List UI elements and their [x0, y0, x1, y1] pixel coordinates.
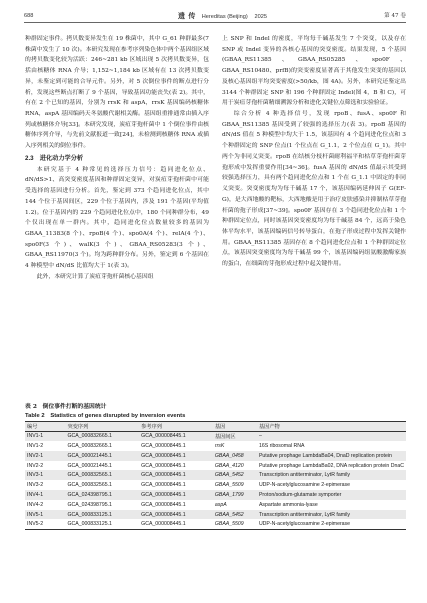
- journal-logo: 遗 传: [178, 11, 196, 20]
- table-title-en: Table 2 Statistics of genes disrupted by inversion events: [25, 413, 186, 419]
- table-row: [25, 480, 406, 490]
- table-title-cn: 表 2 倒位事件打断的基因统计: [25, 404, 107, 410]
- table-cell: INV4-2: [27, 501, 44, 508]
- table-row: [25, 519, 406, 529]
- journal-year: 2025: [254, 14, 267, 20]
- journal-header: [178, 11, 267, 22]
- table-cell: GCA_000021445.1: [66, 451, 140, 461]
- table-cell: GCA_000008445.1: [139, 451, 213, 461]
- table-cell: GCA_000008445.1: [141, 482, 186, 489]
- body-paragraph: 综合分析 4 种选择信号，发现 rpoB、fusA、spo0F 和 GBAA_RS11385 基因受到了较强的选择压力(表 3)。rpoB 基因的 dN/dS 值在 5 种模型中均大于 1.5，该基因有 4 个趋同进化位点和 3 个种群固定的 SNP 位点(1 个位点在 G_1.1，2 个位点在 G_1)。其中两个为非同义突变。rpoB 在结核分枝杆菌耐利福平和枯草芽孢杆菌芽孢形成中发挥重要作用[34~36]。fusA 基因的 dN/dS 值最示其受到较强选择压力，具有两个趋同进化位点和 1 个在 G_1.1 中固定的非同义突变。突变密度均为每千碱基 17 个，该基因编码延伸因子 G(EF-G)，是大西地酸的靶标，大西地酸是用于治疗皮肤感染并抑制枯草芽孢杆菌的孢子形成[37~39]。spo0F 基因存在 3 个趋同进化位点和 1 个种群固定位点，同时该基因突变密度均为每千碱基 84 个，远高于染色体平均水平，该基因编码信号转导蛋白，在孢子形成过程中发挥关键作用。GBAA_RS11385 基因存在 8 个趋同进化位点和 1 个种群固定位点，该基因突变密度均为每千碱基 99 个，该基因编码组氨酸激酶家族的蛋白，在细菌的芽孢形成过程中起关键作用。: [222, 111, 406, 268]
- table-cell: GBAA_5509: [213, 519, 257, 529]
- header-rule: [24, 22, 406, 23]
- table-cell: GCA_000008445.1: [139, 519, 213, 529]
- table-cell: 16S ribosomal RNA: [258, 442, 305, 449]
- table-cell: INV2-1: [25, 451, 66, 461]
- inversion-genes-table: [25, 421, 406, 530]
- table-row: [25, 461, 406, 471]
- table-row: [25, 470, 406, 480]
- table-row: [25, 431, 406, 441]
- table-cell: GCA_000008445.1: [139, 431, 213, 441]
- table-cell: Putative prophage LambdaBa04, DnaD replication protein: [257, 451, 406, 461]
- table-cell: GCA_000832665.1: [67, 442, 112, 449]
- left-column: [25, 34, 209, 283]
- table-cell: Proton/sodium-glutamate symporter: [257, 490, 406, 500]
- table-cell: GCA_000832665.1: [66, 431, 140, 441]
- column-header: 突变序列: [66, 422, 140, 432]
- volume-label: 第 47 卷: [384, 13, 406, 19]
- table-cell: INV5-1: [25, 510, 66, 520]
- table-cell: INV2-2: [27, 462, 44, 469]
- table-cell: GBAA_5452: [213, 470, 257, 480]
- column-header: 编号: [25, 422, 66, 432]
- table-cell: INV4-1: [25, 490, 66, 500]
- table-cell: GCA_000008445.1: [139, 510, 213, 520]
- table-cell: INV5-2: [25, 519, 66, 529]
- table-cell: aspA: [214, 501, 227, 508]
- table-cell: GCA_000008445.1: [139, 490, 213, 500]
- table-cell: INV1-1: [25, 431, 66, 441]
- table-cell: GCA_000008445.1: [141, 501, 186, 508]
- table-cell: GCA_000021445.1: [67, 462, 112, 469]
- table-cell: INV3-2: [27, 482, 44, 489]
- table-row: [25, 451, 406, 461]
- page-header: [24, 11, 406, 21]
- table-cell: Putative prophage LambdaBa02, DNA replication protein DnaC: [258, 462, 404, 469]
- table-cell: INV1-2: [27, 442, 44, 449]
- column-header: 基因: [213, 422, 257, 432]
- table-header-row: [25, 422, 406, 432]
- table-row: [25, 441, 406, 451]
- table-cell: Transcription antiterminator, LytR family: [257, 510, 406, 520]
- body-paragraph: 种群固定事件。拷贝数变异发生在 19 株菌中，其中 G_61 种群最多(7 株菌中发生了 10 次)。本研究发现在参考序列染色体中两个基因组区域的拷贝数变化较为活跃：246~281 kb 区域出现 5 次拷贝数变异，包括由核糖体 RNA 介导；1,152~1,184 kb 区域有在 13 次拷贝数变异，未鉴定到可能的合导元件。另外，对 5 次倒位事件的断点进行分析，发现这些断点打断了 9 个基因，导致基因功能丧失(表 2)。其中，有在 2 个已知的基因，分别为 rrsK 和 aspA，rrsK 基因编码核糖体 RNA，aspA 基因编码天冬氨酸代谢相关酶。基因组重排通常由插入序列或核糖体介导[33]。本研究发现，炭疽芽孢杆菌中 1 个倒位事件由核糖体序列介导，与先前文献报道一致[24]，未检测到核糖体 RNA 或插入序列相关的倒位事件。: [25, 36, 209, 150]
- table-cell: GBAA_5452: [213, 510, 257, 520]
- table-cell: –: [257, 431, 406, 441]
- right-column: [222, 34, 406, 270]
- table-cell: GCA_000832565.1: [66, 470, 140, 480]
- table-cell: GBAA_4120: [214, 462, 244, 469]
- table-cell: GBAA_1799: [213, 490, 257, 500]
- table-cell: GBAA_0458: [213, 451, 257, 461]
- table-cell: Transcription antiterminator, LytR family: [257, 470, 406, 480]
- table-cell: GCA_024398795.1: [67, 501, 112, 508]
- table-row: [25, 490, 406, 500]
- table-cell: GCA_000833125.1: [66, 510, 140, 520]
- table-cell: GCA_000008445.1: [139, 470, 213, 480]
- table-cell: GBAA_5509: [214, 482, 244, 489]
- column-header: 基因产物: [257, 422, 406, 432]
- table-row: [25, 510, 406, 520]
- body-paragraph: 此外，本研究计算了炭疽芽孢杆菌核心基因组: [36, 273, 154, 280]
- table-cell: GCA_000008445.1: [141, 442, 186, 449]
- section-heading: 2.3 进化动力学分析: [25, 154, 84, 162]
- table-cell: UDP-N-acetylglucosamine 2-epimerase: [258, 482, 351, 489]
- journal-name: Hereditas (Beijing): [201, 14, 248, 20]
- table-cell: Aspartate ammonia-lyase: [258, 501, 318, 508]
- table-cell: GCA_000008445.1: [141, 462, 186, 469]
- table-cell: GCA_000832565.1: [67, 482, 112, 489]
- table-cell: 基因间区: [213, 431, 257, 441]
- table-cell: rrsK: [214, 442, 225, 449]
- body-paragraph: 上 SNP 和 Indel 的密度，平均每千碱基发生 7 个突变，以及存在 SNP 或 Indel 变异的各核心基因的突变密度。结果发现，5 个基因(GBAA_RS11385、GBAA_RS05285、spo0F、GBAA_RS10480、prfB)的突变密度显著高于其他发生突变的基因以及核心基因组平均突变密度(>50/kb，图 4A)。另外，本研究还鉴定出 3144 个种群固定 SNP 和 196 个种群固定 Indel(图 4，B 和 C)，可用于炭疽芽孢杆菌精细溯源分析和进化关键位点筛选和实验验证。: [222, 36, 406, 107]
- page-number: 688: [24, 13, 34, 19]
- table-cell: INV3-1: [25, 470, 66, 480]
- table-cell: GCA_024398795.1: [66, 490, 140, 500]
- column-header: 参考序列: [139, 422, 213, 432]
- table-row: [25, 500, 406, 510]
- table-cell: UDP-N-acetylglucosamine 2-epimerase: [257, 519, 406, 529]
- table-cell: GCA_000833125.1: [66, 519, 140, 529]
- table-caption: [25, 403, 185, 421]
- body-paragraph: 本研究基于 4 种常见的选择压力信号：趋同进化位点、dN/dS>1、高突变密度基因和种群固定变异，对炭疽芽孢杆菌中可能受选择的基因进行分析。首先，鉴定到 373 个趋同进化位点，其中 144 个位于基因间区，229 个位于基因内，涉及 191 个基因(平均值 1.2)。位于基因内的 229 个趋同进化位点中，180 个同种群分布，49 个仅出现在单一群内。其中，趋同进化位点数量较多的基因为 GBAA_11383(8 个)、rpoB(4 个)、spo0A(4 个)、relA(4 个)、spo0F(3 个)、walK(3 个)、GBAA_RS05283(3 个)、GBAA_RS11970(3 个)。均为跨种群分布。另外，鉴定到 6 个基因在 4 种模型中 dN/dS 比值均大于 1(表 3)。: [25, 166, 209, 270]
